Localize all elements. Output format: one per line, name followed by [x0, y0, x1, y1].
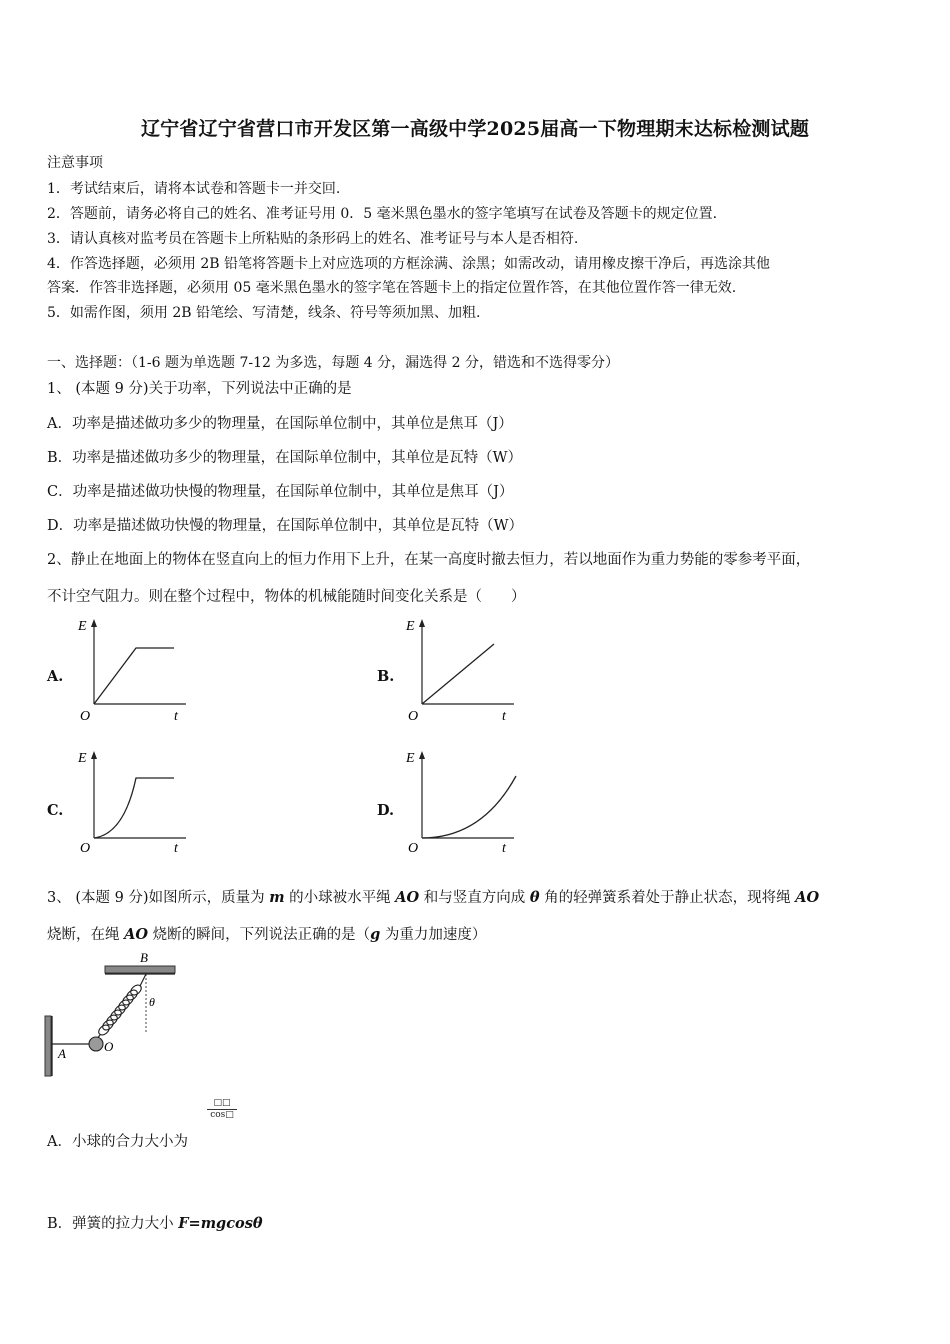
q1-option-a: A．功率是描述做功多少的物理量，在国际单位制中，其单位是焦耳（J）: [47, 416, 513, 432]
graph-a-axis-e: E: [78, 619, 87, 634]
graph-a-curve: [94, 648, 174, 704]
graph-d-origin: O: [408, 841, 419, 856]
q3-option-b: B．弹簧的拉力大小 F=mgcosθ: [47, 1215, 263, 1232]
graph-c-axis-t: t: [174, 841, 178, 856]
graph-d-axis-e: E: [406, 751, 415, 766]
q3-option-a-fraction: □□ cos□: [207, 1098, 237, 1121]
graph-a-axis-t: t: [174, 709, 178, 724]
question-3-stem: 3、 (本题 9 分)如图所示，质量为 m 的小球被水平绳 AO 和与竖直方向成 θ 角的轻弹簧系着处于静止状态，现将绳 AO: [47, 889, 820, 906]
graph-c-curve: [94, 778, 174, 838]
graph-a: [74, 614, 194, 726]
graph-a-origin: O: [80, 709, 91, 724]
question-2-stem-cont: 不计空气阻力。则在整个过程中，物体的机械能随时间变化关系是（ ）: [47, 589, 526, 605]
graph-b-axis-e: E: [406, 619, 415, 634]
notice-heading: 注意事项: [47, 155, 103, 171]
q1-option-c: C．功率是描述做功快慢的物理量，在国际单位制中，其单位是焦耳（J）: [47, 484, 514, 500]
notice-item: 5．如需作图，须用 2B 铅笔绘、写清楚，线条、符号等须加黑、加粗.: [47, 305, 481, 321]
ball: [89, 1037, 103, 1051]
graph-c-origin: O: [80, 841, 91, 856]
graph-a-label: A.: [47, 668, 64, 685]
graph-b-curve: [422, 644, 494, 704]
graph-d-axis-t: t: [502, 841, 506, 856]
spring-coil: [97, 983, 143, 1037]
graph-b-label: B.: [377, 668, 395, 685]
label-a: A: [58, 1046, 66, 1061]
graph-d: [402, 746, 522, 858]
section-heading: 一、选择题：（1-6 题为单选题 7-12 为多选，每题 4 分，漏选得 2 分，错选和不选得零分）: [47, 355, 619, 371]
q1-option-d: D．功率是描述做功快慢的物理量，在国际单位制中，其单位是瓦特（W）: [47, 518, 524, 534]
notice-item: 2．答题前，请务必将自己的姓名、准考证号用 0．5 毫米黑色墨水的签字笔填写在试卷及答题卡的规定位置.: [47, 206, 718, 222]
label-o: O: [104, 1039, 114, 1054]
notice-item: 3．请认真核对监考员在答题卡上所粘贴的条形码上的姓名、准考证号与本人是否相符.: [47, 231, 579, 247]
spring-diagram: [40, 948, 190, 1080]
graph-c: [74, 746, 194, 858]
q1-option-b: B．功率是描述做功多少的物理量，在国际单位制中，其单位是瓦特（W）: [47, 450, 523, 466]
graph-c-axis-e: E: [78, 751, 87, 766]
label-b: B: [140, 950, 148, 965]
q3-option-a: A．小球的合力大小为: [47, 1134, 188, 1150]
label-theta: θ: [149, 995, 155, 1009]
graph-c-label: C.: [47, 802, 64, 819]
question-2-stem: 2、静止在地面上的物体在竖直向上的恒力作用下上升，在某一高度时撤去恒力，若以地面作为重力势能的零参考平面，: [47, 552, 811, 568]
page-title: 辽宁省辽宁省营口市开发区第一高级中学2025届高一下物理期末达标检测试题: [140, 118, 810, 140]
graph-b-axis-t: t: [502, 709, 506, 724]
question-3-stem-cont: 烧断，在绳 AO 烧断的瞬间，下列说法正确的是（g 为重力加速度）: [47, 926, 487, 943]
graph-b: [402, 614, 522, 726]
graph-d-curve: [422, 776, 516, 838]
notice-item: 1．考试结束后，请将本试卷和答题卡一并交回.: [47, 181, 341, 197]
notice-item: 答案．作答非选择题，必须用 05 毫米黑色墨水的签字笔在答题卡上的指定位置作答，在其他位置作答一律无效.: [47, 280, 737, 296]
notice-item: 4．作答选择题，必须用 2B 铅笔将答题卡上对应选项的方框涂满、涂黑；如需改动，请用橡皮擦干净后，再选涂其他: [47, 256, 770, 272]
graph-b-origin: O: [408, 709, 419, 724]
graph-d-label: D.: [377, 802, 395, 819]
question-1-stem: 1、 (本题 9 分)关于功率，下列说法中正确的是: [47, 381, 352, 397]
